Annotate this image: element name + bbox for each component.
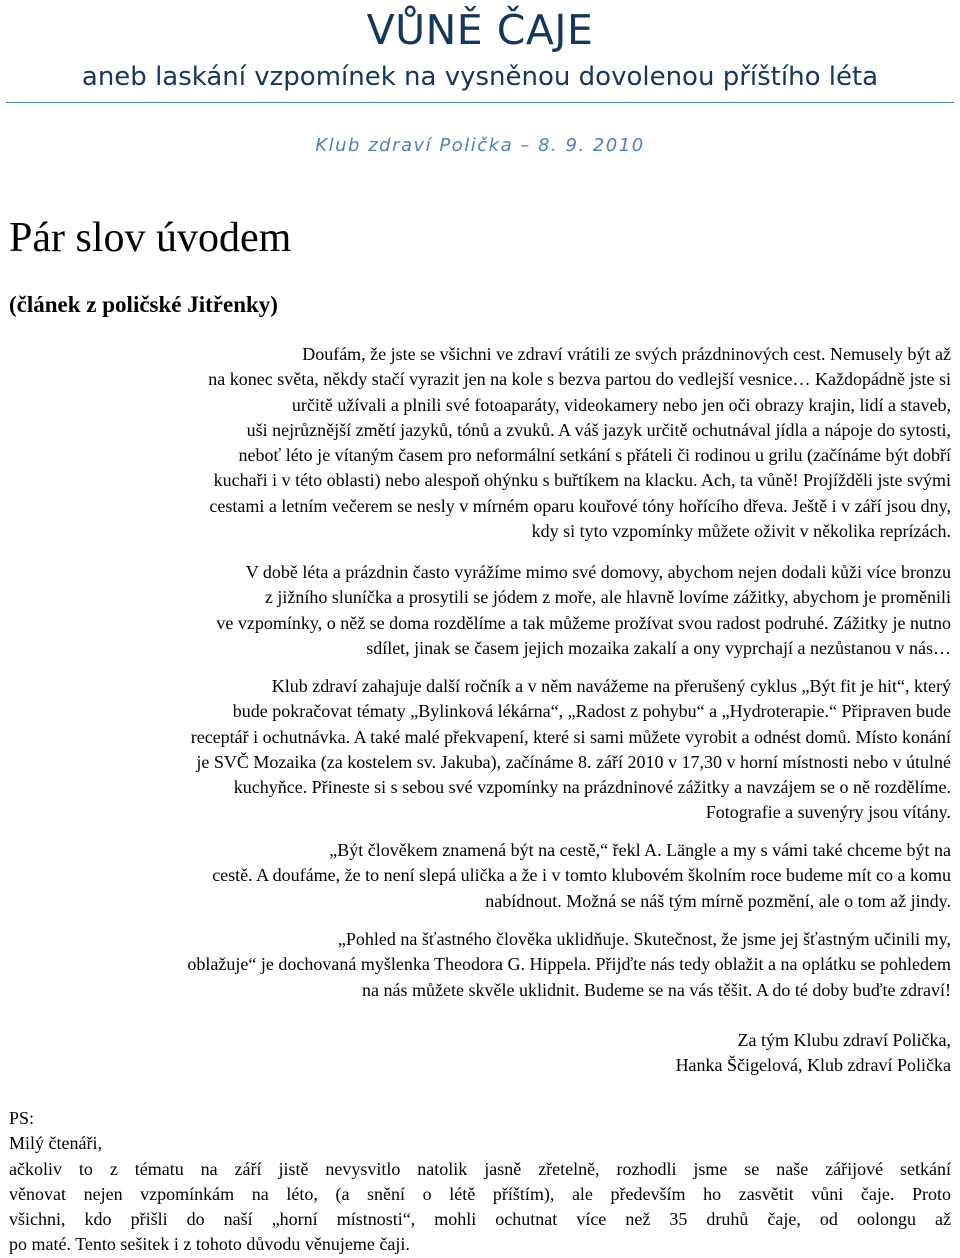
document-title: VŮNĚ ČAJE xyxy=(366,6,594,54)
paragraph-line: kdy si tyto vzpomínky můžete oživit v několika reprízách. xyxy=(531,521,951,542)
section-subheading: (článek z poličské Jitřenky) xyxy=(9,292,278,317)
ps-label: PS: xyxy=(9,1108,35,1128)
paragraph-line: na konec světa, někdy stačí vyrazit jen na kole s bezva partou do vedlejší vesnice… Každopádně jste si xyxy=(208,369,951,390)
section-heading: Pár slov úvodem xyxy=(9,215,292,261)
ps-line: všichni, kdo přišli do naší „horní místnosti“, mohli ochutnat více než 35 druhů čaje, od oolongu až xyxy=(9,1209,951,1230)
paragraph-line: nabídnout. Možná se náš tým mírně pozmění, ale o tom až jindy. xyxy=(485,890,951,911)
signature-block xyxy=(9,1028,951,1079)
paragraph-line: cestami a letním večerem se nesly v mírném oparu kouřové tóny hořícího dřeva. Ještě i v září jsou dny, xyxy=(209,495,951,516)
paragraph-line: bude pokračovat tématy „Bylinková lékárna“, „Radost z pohybu“ a „Hydroterapie.“ Připraven bude xyxy=(232,701,951,722)
paragraph-line: receptář i ochutnávka. A také malé překvapení, které si sami můžete vyrobit a odnést domů. Místo konání xyxy=(190,726,951,747)
ps-greeting: Milý čtenáři, xyxy=(9,1133,102,1154)
paragraph-line: „Být člověkem znamená být na cestě,“ řekl A. Längle a my s vámi také chceme být na xyxy=(329,840,951,860)
paragraph-line: uši nejrůznější změtí jazyků, tónů a zvuků. A váš jazyk určitě ochutnával jídla a nápoje do sytosti, xyxy=(246,419,951,440)
paragraph-5 xyxy=(9,927,951,1003)
paragraph-line: ve vzpomínky, o něž se doma rozdělíme a tak můžeme prožívat svou radost podruhé. Zážitky je nutno xyxy=(216,612,951,633)
paragraph-line: oblažuje“ je dochovaná myšlenka Theodora G. Hippela. Přijďte nás tedy oblažit a na oplátku se pohledem xyxy=(187,954,951,975)
paragraph-line: V době léta a prázdnin často vyrážíme mimo své domovy, abychom nejen dodali kůži více bronzu xyxy=(245,562,951,582)
paragraph-line: sdílet, jinak se časem jejich mozaika zakalí a ony vyprchají a nezůstanou v nás… xyxy=(366,637,951,658)
signature-line: Za tým Klubu zdraví Polička, xyxy=(737,1030,951,1050)
paragraph-4 xyxy=(9,838,951,914)
signature-line: Hanka Ščigelová, Klub zdraví Polička xyxy=(675,1055,951,1076)
paragraph-2 xyxy=(9,560,951,661)
paragraph-line: Klub zdraví zahajuje další ročník a v něm navážeme na přerušený cyklus „Být fit je hit“, který xyxy=(271,676,951,696)
postscript xyxy=(9,1106,951,1258)
club-date-line: Klub zdraví Polička – 8. 9. 2010 xyxy=(315,135,645,156)
paragraph-line: Doufám, že jste se všichni ve zdraví vrátili ze svých prázdninových cest. Nemusely být až xyxy=(302,344,951,364)
ps-line: po maté. Tento sešitek i z tohoto důvodu věnujeme čaji. xyxy=(9,1234,410,1255)
ps-line: věnovat nejen vzpomínkám na léto, (a snění o létě příštím), ale především ho zasvětit vůni čaje. Proto xyxy=(9,1183,951,1204)
paragraph-3 xyxy=(9,674,951,826)
paragraph-line: určitě užívali a plnili své fotoaparáty, videokamery nebo jen oči obrazy krajin, lidí a staveb, xyxy=(291,394,951,415)
title-divider xyxy=(6,102,954,103)
paragraph-line: z jižního sluníčka a prosytili se jódem z moře, ale hlavně lovíme zážitky, abychom je proměnili xyxy=(264,587,951,608)
paragraph-line: neboť léto je vítaným časem pro neformální setkání s přáteli či rodinou u grilu (začínáme být dobří xyxy=(238,445,951,466)
paragraph-line: kuchyňce. Přineste si s sebou své vzpomínky na prázdninové zážitky a navzájem se o ně rozdělíme. xyxy=(233,777,951,798)
paragraph-1 xyxy=(9,342,951,544)
ps-text xyxy=(9,1157,951,1258)
document-subtitle: aneb laskání vzpomínek na vysněnou dovolenou příštího léta xyxy=(81,62,879,92)
paragraph-line: „Pohled na šťastného člověka uklidňuje. Skutečnost, že jsme jej šťastným učinili my, xyxy=(337,929,951,949)
ps-line: ačkoliv to z tématu na září jistě nevysvitlo natolik jasně zřetelně, rozhodli jsme se naše zářijové setkání xyxy=(9,1158,951,1179)
paragraph-line: Fotografie a suvenýry jsou vítány. xyxy=(705,802,951,823)
paragraph-line: na nás můžete skvěle uklidnit. Budeme se na vás těšit. A do té doby buďte zdraví! xyxy=(362,979,951,1000)
paragraph-line: cestě. A doufáme, že to není slepá ulička a že i v tomto klubovém školním roce budeme mít co a komu xyxy=(212,865,951,886)
paragraph-line: kuchaři i v této oblasti) nebo alespoň ohýnku s buřtíkem na klacku. Ach, ta vůně! Projížděli jste svými xyxy=(213,470,951,491)
paragraph-line: je SVČ Mozaika (za kostelem sv. Jakuba), začínáme 8. září 2010 v 17,30 v horní místnosti nebo v útulné xyxy=(196,751,951,772)
